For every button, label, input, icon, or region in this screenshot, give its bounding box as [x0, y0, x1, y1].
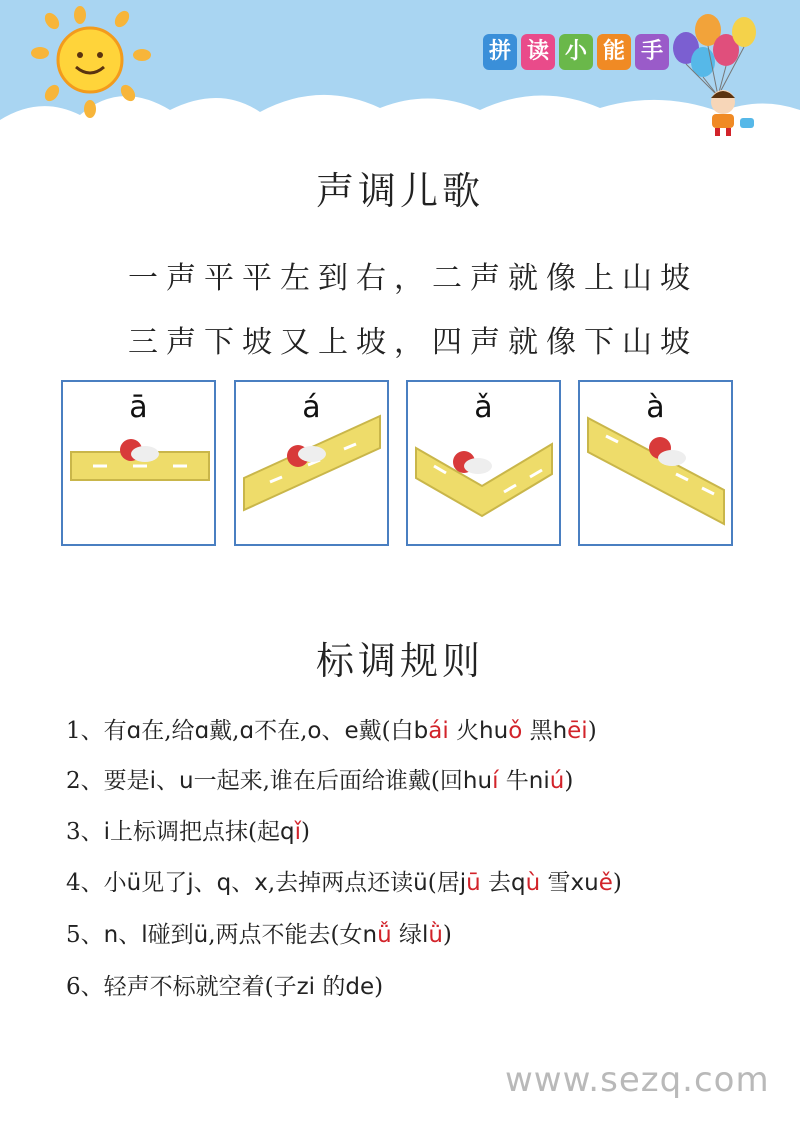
rule-text: 一起来,谁在后面给谁戴(回 [193, 768, 463, 794]
pinyin-text: ü [193, 922, 209, 948]
falling-road-icon [580, 382, 731, 544]
rule-text: 牛 [498, 768, 529, 794]
tone-card-third [406, 380, 561, 546]
rule-text: 、 [193, 870, 217, 896]
pinyin-text: ɑ [239, 718, 255, 744]
badge-char: 拼 [483, 34, 517, 70]
pinyin-text: n [362, 922, 378, 948]
tone-label: á [302, 390, 321, 425]
tone-mark-text: ǜ [428, 922, 443, 948]
tone-mark-text: ú [549, 768, 565, 794]
balloon-girl-icon [668, 10, 778, 140]
pinyin-text: i [149, 768, 157, 794]
rule-text: 3、 [66, 819, 104, 845]
rule-text: 4、小 [66, 870, 127, 896]
sun-icon [30, 5, 160, 125]
rule-text: 、 [156, 768, 180, 794]
rule-text: 去 [480, 870, 511, 896]
flat-road-icon [63, 382, 214, 544]
rule-line-3 [66, 813, 310, 846]
pinyin-text: de [345, 974, 375, 1000]
rule-text: 不在, [254, 718, 308, 744]
tone-label: ǎ [474, 390, 493, 425]
rules-title: 标调规则 [315, 639, 484, 683]
tone-mark-text: ù [525, 870, 541, 896]
rule-text: 戴(白 [358, 718, 414, 744]
pinyin-text: u [179, 768, 194, 794]
rule-text: 、 [321, 718, 345, 744]
rule-text: ) [374, 974, 384, 1000]
tone-card-first [61, 380, 216, 546]
rule-text: 上标调把点抹(起 [110, 819, 281, 845]
rule-text: 6、轻声不标就空着(子 [66, 974, 297, 1000]
rule-text: 火 [448, 718, 480, 744]
rule-text: (居 [427, 870, 460, 896]
poem-line-2: 三声下坡又上坡，四声就像下山坡 [128, 325, 698, 360]
tone-mark-text: ēi [567, 718, 588, 744]
pinyin-text: ɑ [194, 718, 210, 744]
rule-text: ) [564, 768, 574, 794]
pinyin-text: ü [413, 870, 428, 896]
pinyin-text: q [511, 870, 526, 896]
pinyin-text: h [552, 718, 568, 744]
rule-text: ) [587, 718, 597, 744]
tone-mark-text: ǚ [377, 922, 392, 948]
rule-line-5 [66, 916, 452, 949]
poem-line-1: 一声平平左到右，二声就像上山坡 [128, 261, 698, 296]
pinyin-text: n [103, 922, 119, 948]
pinyin-text: l [141, 922, 148, 948]
rule-line-2 [66, 762, 573, 795]
dip-road-icon [408, 382, 559, 544]
header-badge [483, 34, 669, 74]
pinyin-text: ɑ [126, 718, 142, 744]
rule-text: 绿 [391, 922, 422, 948]
rule-text: 、 [231, 870, 255, 896]
pinyin-text: j [187, 870, 194, 896]
pinyin-text: q [280, 819, 295, 845]
rule-text: 2、要是 [66, 768, 150, 794]
tone-label: à [646, 390, 665, 425]
pinyin-text: j [459, 870, 467, 896]
rule-text: ) [612, 870, 622, 896]
tone-card-fourth [578, 380, 733, 546]
tone-mark-text: ǒ [508, 718, 523, 744]
tone-label: ā [129, 390, 148, 425]
rule-text: 戴, [209, 718, 240, 744]
rule-text: 、 [118, 922, 142, 948]
tone-mark-text: í [492, 768, 499, 794]
header-banner [0, 0, 800, 150]
pinyin-text: hu [462, 768, 493, 794]
tone-mark-text: ǐ [294, 819, 302, 845]
badge-char: 手 [635, 34, 669, 70]
tone-mark-text: ū [466, 870, 481, 896]
pinyin-text: b [413, 718, 429, 744]
pinyin-text: xu [570, 870, 599, 896]
pinyin-text: e [344, 718, 359, 744]
rule-text: 在,给 [141, 718, 195, 744]
tone-card-second [234, 380, 389, 546]
pinyin-text: o [307, 718, 322, 744]
pinyin-text: q [216, 870, 232, 896]
rule-line-4 [66, 864, 622, 897]
rule-text: 碰到 [147, 922, 194, 948]
tone-mark-text: ě [598, 870, 613, 896]
pinyin-text: i [103, 819, 111, 845]
rule-line-1 [66, 712, 597, 745]
rule-text: ,去掉两点还读 [267, 870, 414, 896]
rule-text: 1、有 [66, 718, 127, 744]
pinyin-text: zi [296, 974, 316, 1000]
pinyin-text: ni [528, 768, 550, 794]
watermark: www.sezq.com [505, 1060, 770, 1100]
badge-char: 小 [559, 34, 593, 70]
rule-text: 见了 [141, 870, 188, 896]
rule-text: 雪 [540, 870, 571, 896]
rule-text: ) [442, 922, 452, 948]
tone-mark-text: ái [428, 718, 449, 744]
rule-text: 的 [315, 974, 346, 1000]
badge-char: 读 [521, 34, 555, 70]
rising-road-icon [236, 382, 387, 544]
rule-text: ,两点不能去(女 [208, 922, 363, 948]
rule-text: 5、 [66, 922, 104, 948]
rule-line-6 [66, 968, 383, 1001]
pinyin-text: l [421, 922, 429, 948]
rule-text: ) [301, 819, 310, 845]
rule-text: 黑 [522, 718, 553, 744]
poem-title: 声调儿歌 [315, 169, 484, 213]
pinyin-text: x [254, 870, 268, 896]
badge-char: 能 [597, 34, 631, 70]
pinyin-text: hu [479, 718, 509, 744]
pinyin-text: ü [126, 870, 142, 896]
